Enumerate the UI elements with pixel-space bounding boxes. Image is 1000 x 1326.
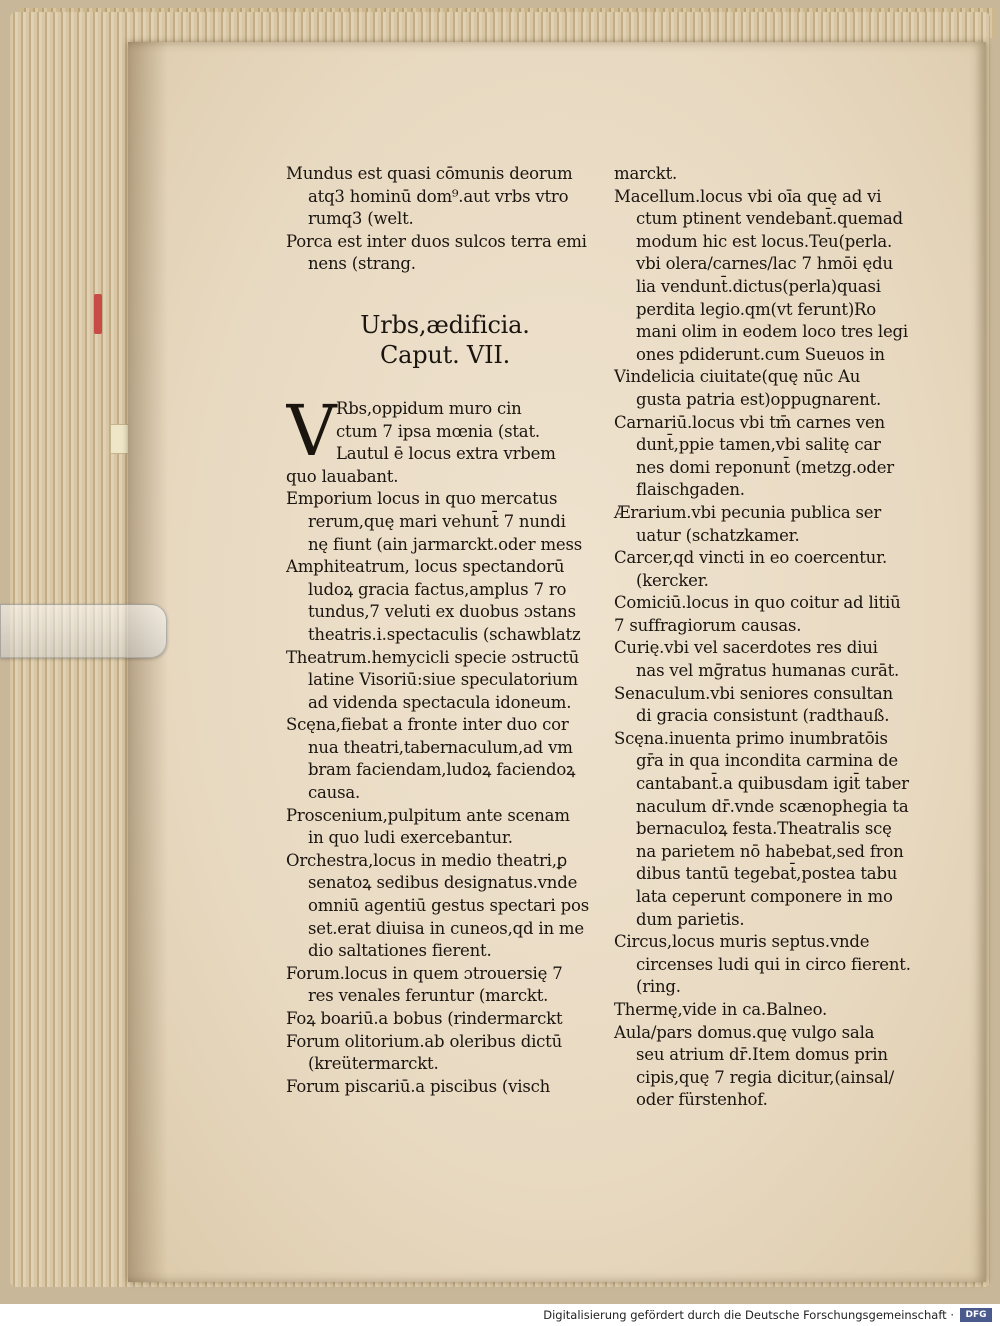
text-line: ludoꝝ gracia factus,amplus 7 ro [308,579,567,599]
text-line: dio saltationes fierent. [308,941,492,961]
text-line: dibus tantū tegebat̄,postea tabu [636,864,898,884]
text-line: Forum piscariū.a piscibus (visch [286,1076,551,1096]
text-line: marckt. [614,164,678,183]
text-line: Carnariū.locus vbi tm̄ carnes ven [614,412,885,432]
red-bookmark-marker [94,294,102,334]
text-line: nua theatri,tabernaculum,ad vm [308,737,573,757]
text-line: Orchestra,locus in medio theatri,ꝑ [286,850,568,870]
text-line: modum hic est locus.Teu(perla. [636,231,893,251]
text-line: senatoꝝ sedibus designatus.vnde [308,873,578,893]
text-line: bram faciendam,ludoꝝ faciendoꝝ [308,760,576,780]
text-line: Aula/pars domus.quę vulgo sala [614,1022,875,1042]
text-line: Forum olitorium.ab oleribus dictū [286,1031,563,1051]
text-line: nas vel mḡratus humanas curāt. [636,661,900,681]
text-line: res venales feruntur (marckt. [308,986,549,1006]
text-line: set.erat diuisa in cuneos,qd in me [308,918,584,938]
text-line: naculum dr̄.vnde scænophegia ta [636,796,909,816]
text-line: tundus,7 veluti ex duobus ɔstans [308,602,576,622]
text-line: Rbs,oppidum muro cin [336,398,522,418]
text-line: seu atrium dr̄.Item domus prin [636,1045,888,1065]
text-line: na parietem nō habebat,sed fron [636,841,904,861]
text-line: Emporium locus in quo mercatus [286,489,558,509]
text-line: Amphiteatrum, locus spectandorū [286,557,565,577]
text-line: rerum,quę mari vehunt̄ 7 nundi [308,511,566,531]
text-line: rumq3 (welt. [308,209,414,229]
text-line: Foꝝ boariū.a bobus (rindermarckt [286,1009,563,1028]
text-line: Forum.locus in quem ɔtrouersię 7 [286,963,563,983]
text-line: Senaculum.vbi seniores consultan [614,683,893,703]
text-line: Circus,locus muris septus.vnde [614,932,870,952]
text-line: uatur (schatzkamer. [636,525,800,545]
text-line: atq3 hominū dom⁹.aut vrbs vtro [308,186,569,206]
right-text-column [614,163,929,1112]
text-line: ad videnda spectacula idoneum. [308,692,572,712]
text-line: nes domi reponunt̄ (metzg.oder [636,457,894,477]
text-line: Macellum.locus vbi oīa quę ad vi [614,186,882,206]
text-line: causa. [308,783,361,803]
text-line: cantabant̄.a quibusdam igit̄ taber [636,774,909,794]
glass-page-holder [0,604,167,658]
text-line: gusta patria est)oppugnarent. [636,389,882,409]
text-line: ctum 7 ipsa mœnia (stat. [336,421,540,441]
dfg-logo: DFG [960,1308,992,1322]
section-heading: Urbs,ædificia. [360,310,530,339]
text-line: oder fürstenhof. [636,1090,768,1110]
text-line: bernaculoꝝ festa.Theatralis scę [636,819,892,839]
text-line: Porca est inter duos sulcos terra emi [286,231,587,251]
text-line: (ring. [636,977,681,997]
text-line: Curię.vbi vel sacerdotes res diui [614,638,878,658]
text-line: nę fiunt (ain jarmarckt.oder mess [308,534,583,554]
page-gutter-shadow [128,42,168,1282]
digitization-footer [0,1304,1000,1326]
text-line: dunt̄,ppie tamen,vbi salitę car [636,435,881,455]
text-line: Thermę,vide in ca.Balneo. [614,999,828,1019]
text-line: Theatrum.hemycicli specie ɔstructū [286,647,580,667]
text-line: dum parietis. [636,909,745,929]
left-column-entries [286,466,604,1099]
text-line: Comiciū.locus in quo coitur ad litiū [614,593,901,613]
text-line: in quo ludi exercebantur. [308,828,513,848]
text-line: nens (strang. [308,254,416,274]
text-line: lia vendunt̄.dictus(perla)quasi [636,276,881,296]
text-line: gr̄a in qua incondita carmina de [636,751,898,771]
left-text-column [286,163,604,1098]
text-line: Carcer,qd vincti in eo coercentur. [614,548,887,568]
text-line: cipis,quę 7 regia dicitur,(ainsal/ [636,1067,895,1087]
text-line: theatris.i.spectaculis (schawblatz [308,624,581,644]
text-line: (kercker. [636,570,709,590]
text-line: ctum ptinent vendebant̄.quemad [636,209,903,229]
text-line: Ærarium.vbi pecunia publica ser [614,502,882,522]
chapter-heading: Caput. VII. [379,340,511,369]
text-line: Proscenium,pulpitum ante scenam [286,805,570,825]
text-line: flaischgaden. [636,480,745,500]
text-line: (kreütermarckt. [308,1054,439,1074]
text-line: omniū agentiū gestus spectari pos [308,896,589,916]
text-line: Lautul ē locus extra vrbem [336,444,556,464]
text-line: 7 suffragiorum causas. [614,615,802,635]
decorated-initial: V [286,397,337,466]
text-line: circenses ludi qui in circo fierent. [636,954,911,974]
right-column-entries [614,163,929,1112]
text-line: Scęna.inuenta primo inumbratōis [614,728,888,748]
text-line: Vindelicia ciuitate(quę nūc Au [614,367,861,387]
text-line: perdita legio.qm(vt ferunt)Ro [636,299,877,319]
footer-credit-text: Digitalisierung gefördert durch die Deutsche Forschungsgemeinschaft · [543,1308,954,1322]
text-line: mani olim in eodem loco tres legi [636,322,908,342]
text-line: Mundus est quasi cōmunis deorum [286,164,573,183]
text-line: quo lauabant. [286,466,399,486]
text-line: di gracia consistunt (radthauß. [636,706,890,726]
text-line: ones pdiderunt.cum Sueuos in [636,344,885,364]
text-line: Scęna,fiebat a fronte inter duo cor [286,715,569,735]
initial-block [286,398,604,466]
text-line: lata ceperunt componere in mo [636,887,893,906]
left-column-top-entries [286,163,604,276]
text-line: latine Visoriū:siue speculatorium [308,670,578,690]
text-line: vbi olera/carnes/lac 7 hmōi ędu [636,254,893,274]
